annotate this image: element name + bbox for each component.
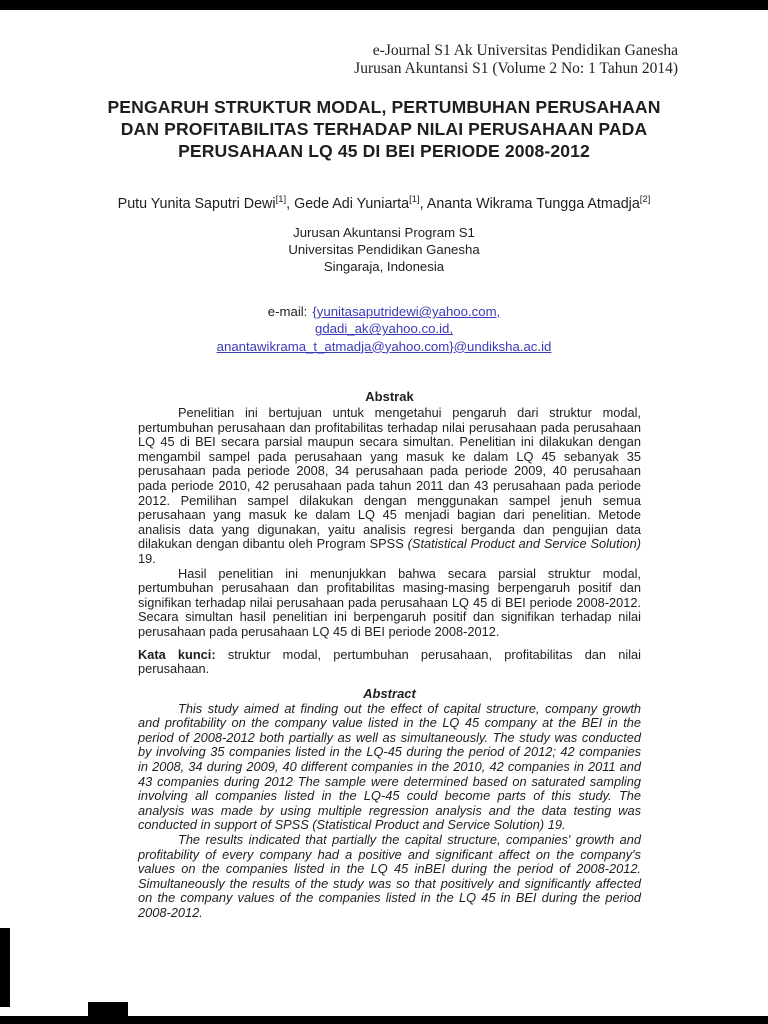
abstrak-p1-tail: 19. — [138, 550, 156, 566]
abstract-en-heading: Abstract — [363, 685, 416, 701]
email-line-3 — [0, 338, 768, 355]
author-2-affiliation-mark: [1] — [409, 194, 420, 205]
affiliation-block — [0, 224, 768, 275]
email-block — [0, 303, 768, 355]
scan-artifact-bottom-bar — [0, 1016, 768, 1024]
keywords-line — [138, 648, 641, 677]
email-label: e-mail: — [267, 304, 308, 319]
abstract-en-paragraph-2: The results indicated that partially the capital structure, companies' growth and profitability of every company had a positive and significant affect on the company's values on the companies listed in the LQ 45 inBEI during the period of 2008-2012. Simultaneously the results of the study was so that positively and significantly affected on the company values of the companies listed in the LQ 45 in BEI during the period 2008-2012. — [138, 832, 641, 920]
abstrak-p1-text: Penelitian ini bertujuan untuk mengetahui pengaruh dari struktur modal, pertumbuhan perusahaan dan profitabilitas terhadap nilai perusahaan pada perusahaan LQ 45 di BEI secara parsial maupun secara simultan. Penelitian ini dilakukan dengan mengambil sampel pada perusahaan yang masuk ke dalam LQ 45 sebanyak 35 perusahaan pada periode 2008, 34 perusahaan pada periode 2009, 40 perusahaan pada periode 2010, 42 perusahaan pada tahun 2011 dan 43 perusahaan pada periode 2012. Pemilihan sampel dilakukan dengan menggunakan sampel jenuh semua perusahaan yang masuk ke dalam LQ 45 menjadi bagian dari penelitian. Metode analisis data yang digunakan, yaitu analisis regresi berganda dan pengujian data dilakukan dengan dibantu oleh Program SPSS — [138, 405, 641, 552]
affiliation-university: Universitas Pendidikan Ganesha — [288, 242, 480, 257]
email-line-1 — [0, 303, 768, 320]
keywords-text: struktur modal, pertumbuhan perusahaan, profitabilitas dan nilai perusahaan. — [138, 646, 641, 677]
email-link-1[interactable]: {yunitasaputridewi@yahoo.com, — [312, 304, 501, 319]
author-separator-1: , — [286, 195, 295, 212]
affiliation-department: Jurusan Akuntansi Program S1 — [293, 225, 475, 240]
paper-title-line3: PERUSAHAAN LQ 45 DI BEI PERIODE 2008-2012 — [178, 141, 590, 161]
abstrak-p1-italic-phrase: (Statistical Product and Service Solution) — [407, 536, 641, 552]
email-link-3[interactable]: anantawikrama_t_atmadja@yahoo.com}@undiksha.ac.id — [216, 338, 552, 354]
journal-header — [354, 42, 678, 78]
journal-name: e-Journal S1 Ak Universitas Pendidikan Ganesha — [372, 42, 678, 59]
scan-artifact-top-bar — [0, 0, 768, 10]
abstrak-paragraph-2: Hasil penelitian ini menunjukkan bahwa secara parsial struktur modal, pertumbuhan perusahaan dan profitabilitas masing-masing berpengaruh positif dan signifikan terhadap nilai perusahaan pada perusahaan LQ 45 di BEI periode 2008-2012. Secara simultan hasil penelitian ini berpengaruh positif dan signifikan terhadap nilai perusahaan pada perusahaan LQ 45 di BEI periode 2008-2012. — [138, 565, 641, 639]
scan-artifact-left-strip — [0, 928, 10, 1007]
author-1: Putu Yunita Saputri Dewi — [117, 195, 276, 212]
paper-title-line1: PENGARUH STRUKTUR MODAL, PERTUMBUHAN PERUSAHAAN — [107, 97, 661, 117]
authors-line — [0, 194, 768, 212]
keywords-label: Kata kunci: — [138, 646, 216, 662]
author-2: Gede Adi Yuniarta — [294, 195, 410, 212]
abstrak-paragraph-1 — [138, 406, 641, 567]
paper-title — [0, 96, 768, 162]
journal-issue: Jurusan Akuntansi S1 (Volume 2 No: 1 Tahun 2014) — [354, 60, 678, 77]
affiliation-city: Singaraja, Indonesia — [323, 259, 445, 274]
abstract-en-paragraph-1: This study aimed at finding out the effect of capital structure, company growth and profitability on the company value listed in the LQ 45 company at the BEI in the period of 2008-2012 both partially as well as simultaneously. The study was conducted by involving 35 companies listed in the LQ-45 during the period of 2012; 42 companies in 2008, 34 during 2009, 40 different companies in the 2010, 42 companies in 2011 and 43 companies during 2012 The sample were determined based on saturated sampling involving all companies listed in the LQ-45 could become parts of this study. The analysis was made by using multiple regression analysis and the data testing was conducted in support of SPSS (Statistical Product and Service Solution) 19. — [138, 700, 641, 833]
email-link-2[interactable]: gdadi_ak@yahoo.co.id, — [314, 321, 454, 337]
paper-title-line2: DAN PROFITABILITAS TERHADAP NILAI PERUSAHAAN PADA — [120, 119, 648, 139]
author-3-affiliation-mark: [2] — [639, 194, 651, 205]
abstract-column — [138, 389, 641, 921]
email-line-2 — [0, 320, 768, 337]
author-1-affiliation-mark: [1] — [275, 194, 287, 205]
abstrak-heading: Abstrak — [365, 389, 414, 404]
author-3: Ananta Wikrama Tungga Atmadja — [426, 195, 640, 212]
author-separator-2: , — [419, 195, 427, 212]
